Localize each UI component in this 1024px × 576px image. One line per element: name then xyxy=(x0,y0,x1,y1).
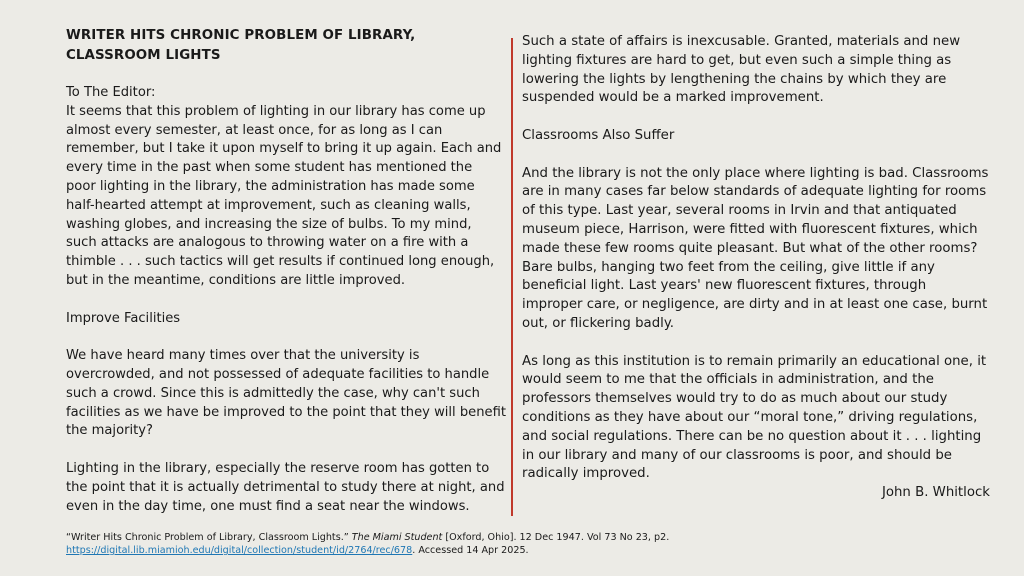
paragraph-2: We have heard many times over that the university is overcrowded, and not possessed of adequate facilities to handle such a crowd. Since this is admittedly the case, why can't such facilities as we have be improved to the point that they will benefit the majority? xyxy=(66,348,506,439)
right-column xyxy=(522,33,990,503)
article-headline: WRITER HITS CHRONIC PROBLEM OF LIBRARY, CLASSROOM LIGHTS xyxy=(66,28,416,63)
paragraph-6: As long as this institution is to remain primarily an educational one, it would seem to me that the officials in administration, and the professors themselves would try to do as much about our study conditions as they have about our “moral tone,” driving regulations, and social regulations. There can be no question about it . . . lighting in our library and many of our classrooms is poor, and should be radically improved. xyxy=(522,353,987,482)
citation-prefix: “Writer Hits Chronic Problem of Library, Classroom Lights.” xyxy=(66,532,352,543)
paragraph-5: And the library is not the only place where lighting is bad. Classrooms are in many cases far below standards of adequate lighting for rooms of this type. Last year, several rooms in Irvin and that antiquated museum piece, Harrison, were fitted with fluorescent fixtures, which made these few rooms quite pleasant. But what of the other rooms? Bare bulbs, hanging two feet from the ceiling, give little if any beneficial light. Last years' new fluorescent fixtures, through improper care, or negligence, are dirty and in at least one case, burnt out, or flickering badly. xyxy=(522,165,989,331)
paragraph-1: It seems that this problem of lighting in our library has come up almost every semester, at least once, for as long as I can remember, but I take it upon myself to bring it up again. Each and every time in the past when some student has mentioned the poor lighting in the library, the administration has made some half-hearted attempt at improvement, such as cleaning walls, washing globes, and increasing the size of bulbs. To my mind, such attacks are analogous to throwing water on a fire with a thimble . . . such tactics will get results if continued long enough, but in the meantime, conditions are little improved. xyxy=(66,103,502,288)
citation xyxy=(66,531,966,557)
citation-journal: The Miami Student xyxy=(351,532,443,543)
signature: John B. Whitlock xyxy=(881,485,990,501)
paragraph-3: Lighting in the library, especially the reserve room has gotten to the point that it is actually detrimental to study there at night, and even in the day time, one must find a seat near the windows. xyxy=(66,460,505,514)
citation-link[interactable]: https://digital.lib.miamioh.edu/digital/collection/student/id/2764/rec/678 xyxy=(66,545,413,556)
citation-accessed: . Accessed 14 Apr 2025. xyxy=(412,545,529,556)
subhead-classrooms-also-suffer: Classrooms Also Suffer xyxy=(522,127,675,143)
paragraph-4: Such a state of affairs is inexcusable. Granted, materials and new lighting fixtures are hard to get, but even such a simple thing as lowering the lights by lengthening the chains by which they are suspended would be a marked improvement. xyxy=(522,34,961,106)
column-divider xyxy=(511,38,513,516)
citation-details: [Oxford, Ohio]. 12 Dec 1947. Vol 73 No 23, p2. xyxy=(442,532,670,543)
salutation: To The Editor: xyxy=(66,85,156,100)
left-column xyxy=(66,26,506,516)
subhead-improve-facilities: Improve Facilities xyxy=(66,310,181,326)
